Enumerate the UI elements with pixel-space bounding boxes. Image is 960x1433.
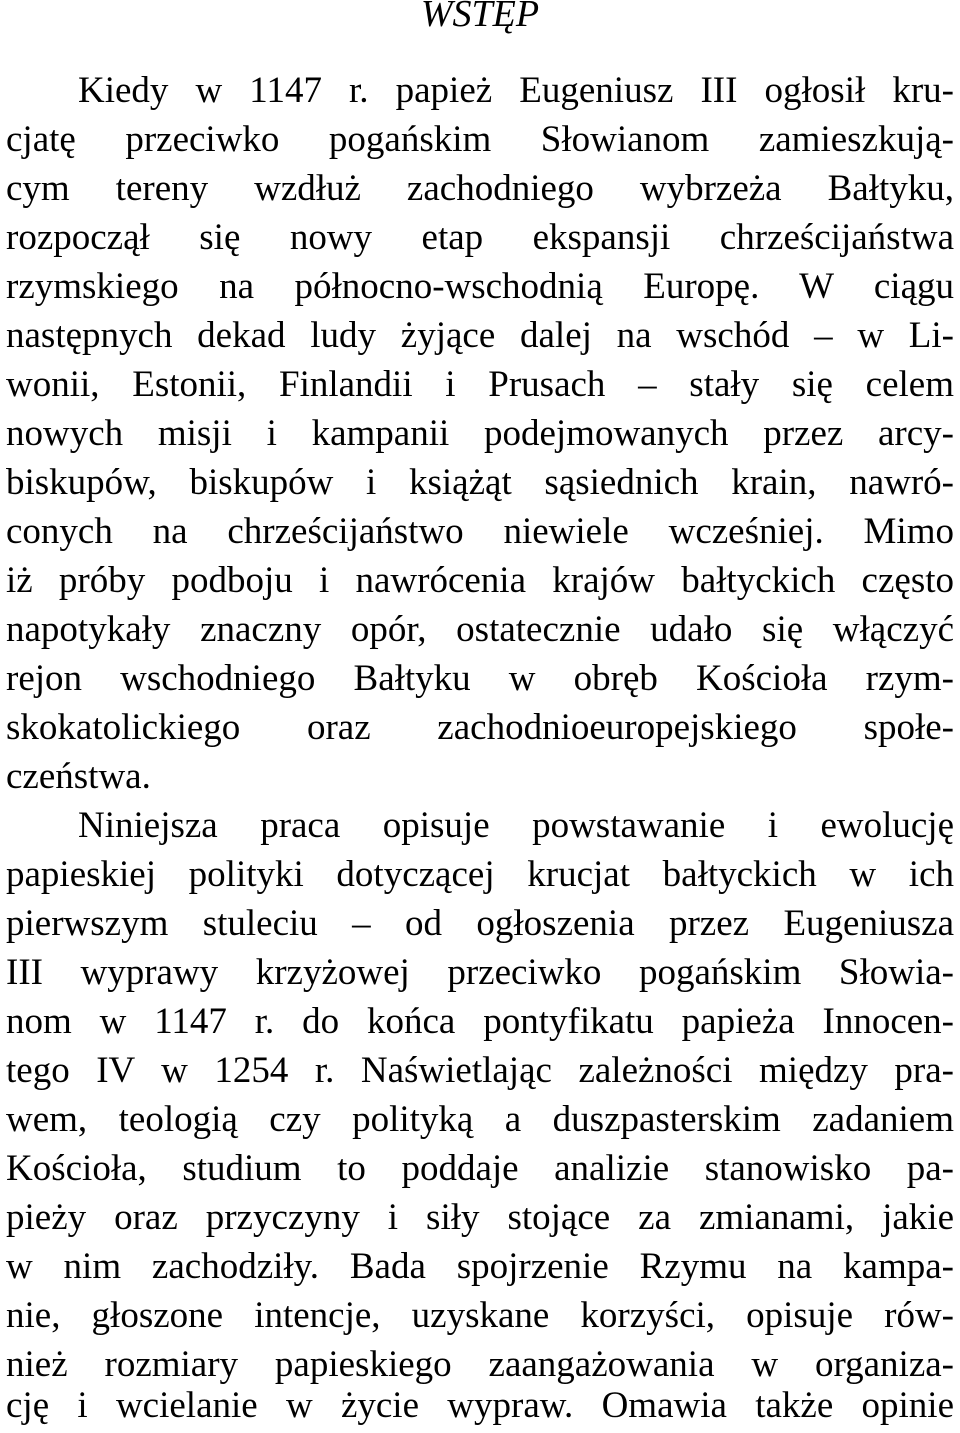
text-line: czeństwa.	[6, 756, 151, 797]
text-line: pieży oraz przyczyny i siły stojące za zmianami, jakie	[6, 1197, 954, 1238]
text-line: pierwszym stuleciu – od ogłoszenia przez Eugeniusza	[6, 903, 954, 944]
text-line: następnych dekad ludy żyjące dalej na wschód – w Li-	[6, 315, 954, 356]
text-line: rejon wschodniego Bałtyku w obręb Kościoła rzym-	[6, 658, 954, 699]
section-heading: WSTĘP	[420, 0, 540, 35]
text-line: conych na chrześcijaństwo niewiele wcześniej. Mimo	[6, 511, 954, 552]
text-line: tego IV w 1254 r. Naświetlając zależności między pra-	[6, 1050, 954, 1091]
text-line: napotykały znaczny opór, ostatecznie udało się włączyć	[6, 609, 954, 650]
text-line: biskupów, biskupów i książąt sąsiednich krain, nawró-	[6, 462, 954, 503]
text-line: wonii, Estonii, Finlandii i Prusach – stały się celem	[6, 364, 954, 405]
text-line: nowych misji i kampanii podejmowanych przez arcy-	[6, 413, 954, 454]
text-line: iż próby podboju i nawrócenia krajów bałtyckich często	[6, 560, 954, 601]
text-line: cym tereny wzdłuż zachodniego wybrzeża Bałtyku,	[6, 168, 954, 209]
text-line: rozpoczął się nowy etap ekspansji chrześcijaństwa	[6, 217, 954, 258]
text-line: skokatolickiego oraz zachodnioeuropejskiego społe-	[6, 707, 954, 748]
text-line: Kiedy w 1147 r. papież Eugeniusz III ogłosił kru-	[78, 70, 954, 111]
text-line: nież rozmiary papieskiego zaangażowania w organiza-	[6, 1344, 954, 1385]
text-line: wem, teologią czy polityką a duszpasterskim zadaniem	[6, 1099, 954, 1140]
text-line: cję i wcielanie w życie wypraw. Omawia także opinie	[6, 1385, 954, 1426]
text-line: III wyprawy krzyżowej przeciwko pogańskim Słowia-	[6, 952, 954, 993]
text-line: nie, głoszone intencje, uzyskane korzyści, opisuje rów-	[6, 1295, 954, 1336]
text-line: w nim zachodziły. Bada spojrzenie Rzymu na kampa-	[6, 1246, 954, 1287]
text-line: cjatę przeciwko pogańskim Słowianom zamieszkują-	[6, 119, 954, 160]
text-line: nom w 1147 r. do końca pontyfikatu papieża Innocen-	[6, 1001, 954, 1042]
text-line: rzymskiego na północno-wschodnią Europę. W ciągu	[6, 266, 954, 307]
text-line: Niniejsza praca opisuje powstawanie i ewolucję	[78, 805, 954, 846]
text-line: papieskiej polityki dotyczącej krucjat bałtyckich w ich	[6, 854, 954, 895]
text-line: Kościoła, studium to poddaje analizie stanowisko pa-	[6, 1148, 954, 1189]
